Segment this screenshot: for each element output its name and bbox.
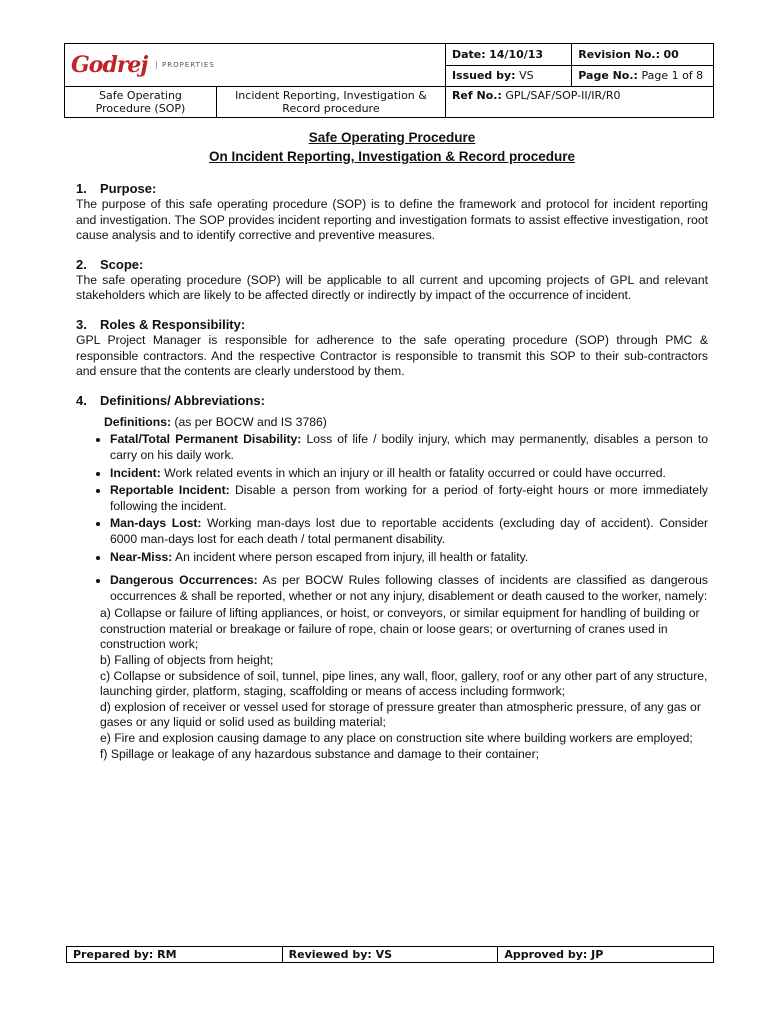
scope-text: The safe operating procedure (SOP) will be applicable to all current and upcoming projects of GPL and relevant stakeholders which are likely to be affected directly or indirectly by impact of the occurrence of incident.: [76, 272, 708, 303]
logo-subtext: | PROPERTIES: [155, 61, 215, 69]
list-item: c) Collapse or subsidence of soil, tunnel, pipe lines, any wall, floor, gallery, roof or any other part of any structure, launching girder, platform, staging, scaffolding or means of access including formwork;: [100, 668, 708, 699]
definition-item: • Reportable Incident: Disable a person from working for a period of forty-eight hours or more immediately following the incident.: [110, 483, 708, 514]
definitions-list: [76, 432, 708, 604]
doc-title-line1: Safe Operating Procedure: [308, 130, 476, 145]
footer-table: [66, 946, 714, 963]
purpose-text: The purpose of this safe operating procedure (SOP) is to define the framework and protocol for incident reporting and investigation. The SOP provides incident reporting and investigation formats to assist effective investigation, root cause analysis and to identify corrective and preventive measures.: [76, 197, 708, 243]
section-definitions: [76, 392, 708, 762]
definition-item: • Incident: Work related events in which an injury or ill health or fatality occurred or could have occurred.: [110, 466, 708, 482]
list-item: e) Fire and explosion causing damage to any place on construction site where building workers are employed;: [100, 731, 693, 746]
date-cell: Date: 14/10/13: [445, 44, 571, 66]
doc-title-line2: On Incident Reporting, Investigation & Record procedure: [208, 149, 576, 164]
document-body: [76, 128, 708, 762]
scope-heading: 2. Scope:: [76, 256, 144, 272]
godrej-logo: [71, 52, 439, 78]
section-purpose: [76, 180, 708, 244]
roles-heading: 3. Roles & Responsibility:: [76, 316, 246, 332]
prepared-by: Prepared by: RM: [67, 947, 283, 963]
list-item: a) Collapse or failure of lifting appliances, or hoist, or conveyors, or similar equipment for handling of building or construction material or breakage or failure of rope, chain or loose gears; or overturning of cranes used in construction work;: [100, 606, 700, 652]
approved-by: Approved by: JP: [498, 947, 714, 963]
doc-type-cell: Safe Operating Procedure (SOP): [65, 87, 217, 118]
definitions-subheading: Definitions: (as per BOCW and IS 3786): [104, 414, 327, 429]
definition-item-dangerous: • Dangerous Occurrences: As per BOCW Rules following classes of incidents are classified as dangerous occurrences & shall be reported, whether or not any injury, disablement or death caused to the worker, namely:: [110, 573, 708, 604]
definition-item: • Near-Miss: An incident where person escaped from injury, ill health or fatality.: [110, 550, 708, 566]
dangerous-occurrences-list: [100, 606, 708, 762]
list-item: d) explosion of receiver or vessel used for storage of pressure greater than atmospheric pressure, of any gas or gases or any liquid or solid used as building material;: [100, 699, 701, 730]
section-scope: [76, 256, 708, 304]
definition-item: • Man-days Lost: Working man-days lost due to reportable accidents (excluding day of accident). Consider 6000 man-days lost for each death / total permanent disability.: [110, 516, 708, 547]
section-roles: [76, 316, 708, 380]
list-item: f) Spillage or leakage of any hazardous substance and damage to their container;: [100, 746, 540, 761]
list-item: b) Falling of objects from height;: [100, 653, 274, 668]
purpose-heading: 1. Purpose:: [76, 181, 157, 196]
doc-subject-cell: Incident Reporting, Investigation & Record procedure: [216, 87, 445, 118]
definition-item: • Fatal/Total Permanent Disability: Loss of life / bodily injury, which may permanently, disables a person to carry on his daily work.: [110, 432, 708, 463]
page-cell: Page No.: Page 1 of 8: [572, 65, 714, 87]
revision-cell: Revision No.: 00: [572, 44, 714, 66]
roles-text: GPL Project Manager is responsible for adherence to the safe operating procedure (SOP) through PMC & responsible contractors. And the respective Contractor is responsible to transmit this SOP to their sub-contractors and ensure that the contents are clearly understood by them.: [76, 332, 708, 379]
logo-text: Godrej: [71, 52, 148, 78]
definitions-heading: 4. Definitions/ Abbreviations:: [76, 392, 265, 408]
reviewed-by: Reviewed by: VS: [282, 947, 498, 963]
issued-cell: Issued by: VS: [445, 65, 571, 87]
ref-cell: Ref No.: GPL/SAF/SOP-II/IR/R0: [445, 87, 713, 118]
logo-cell: [65, 44, 446, 87]
header-table: [64, 43, 714, 118]
